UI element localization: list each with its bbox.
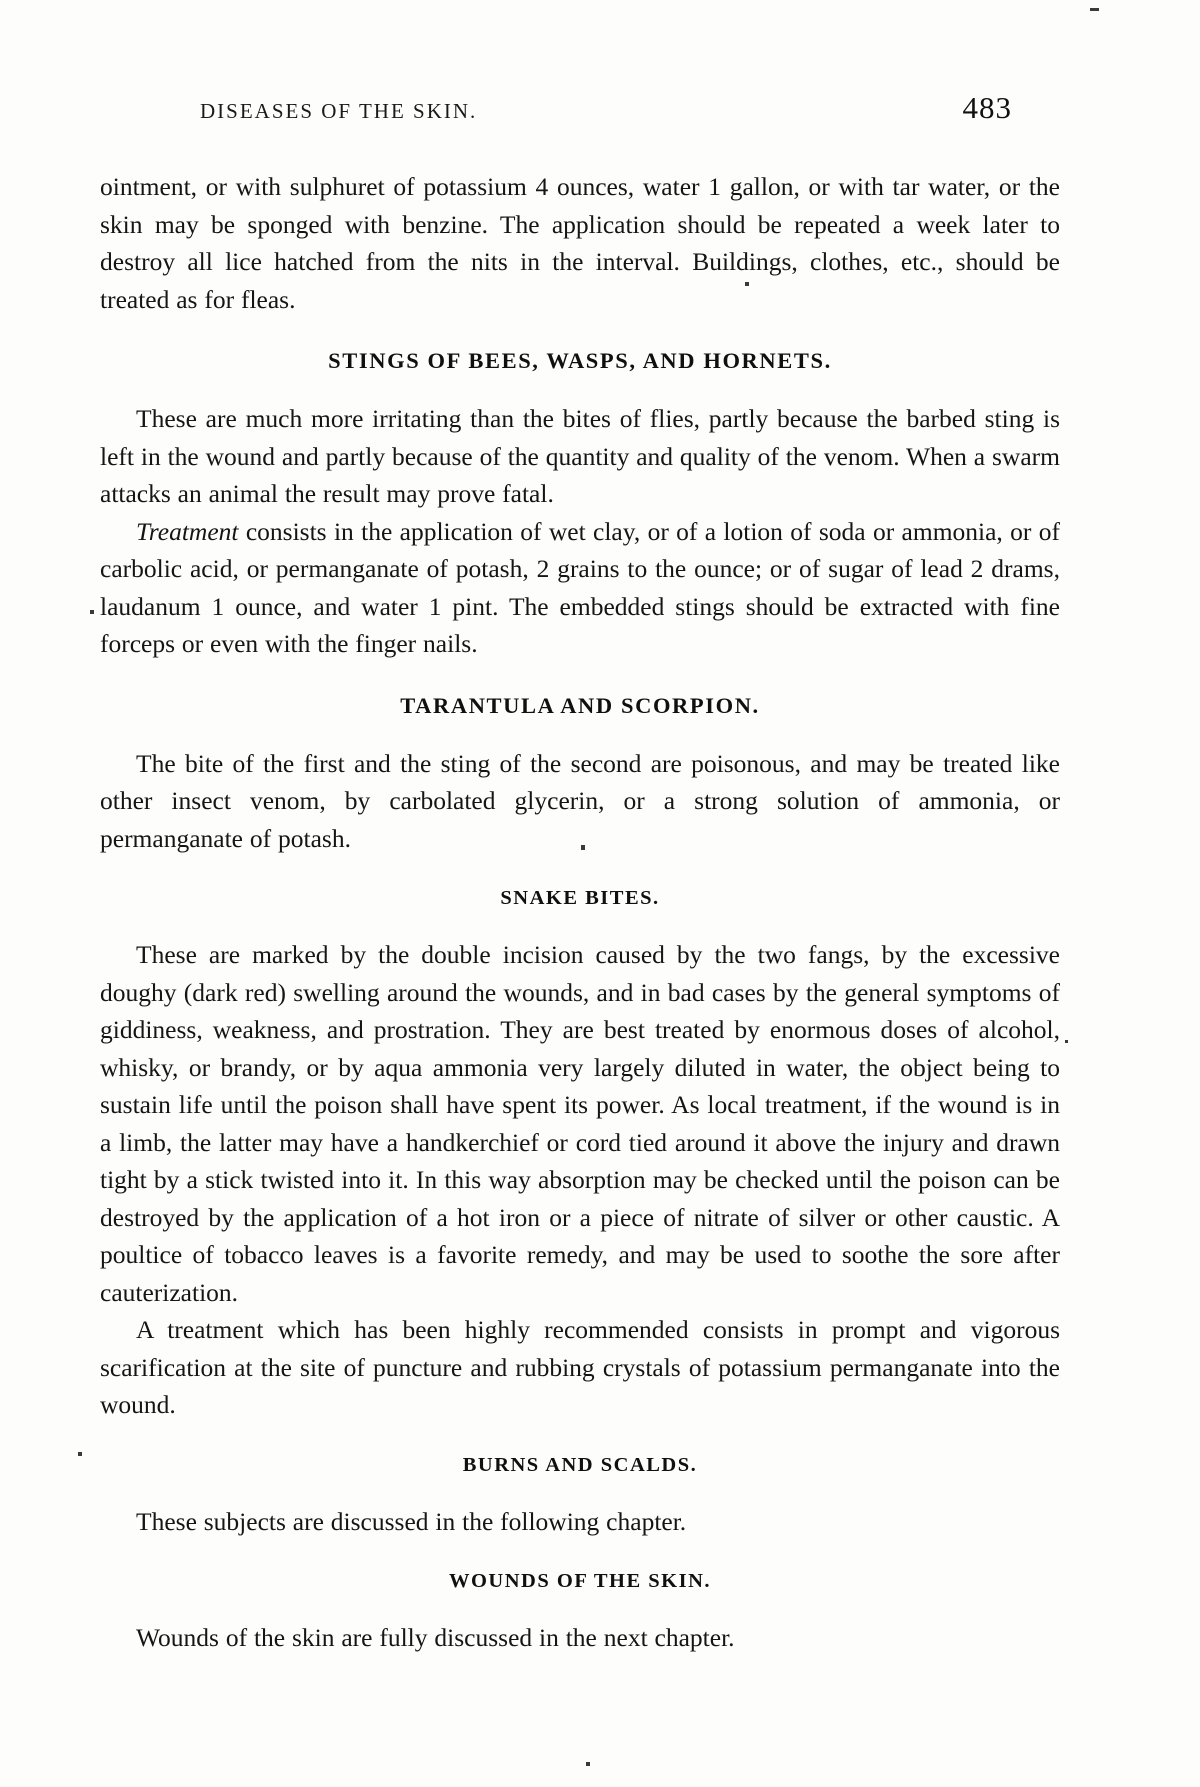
page-content [100, 90, 1060, 1657]
section-heading-stings: STINGS OF BEES, WASPS, AND HORNETS. [328, 348, 832, 373]
page-speck-mark [90, 610, 94, 614]
paragraph: These are marked by the double incision caused by the two fangs, by the excessive doughy (dark red) swelling around the wounds, and in bad cases by the general symptoms of giddiness, weakness, and prostration. They are best treated by enormous doses of alcohol, whisky, or brandy, or by aqua ammonia very largely diluted in water, the object being to sustain life until the poison shall have spent its power. As local treatment, if the wound is in a limb, the latter may have a handkerchief or cord tied around it above the injury and drawn tight by a stick twisted into it. In this way absorption may be checked until the poison can be destroyed by the application of a hot iron or a piece of nitrate of silver or other caustic. A poultice of tobacco leaves is a favorite remedy, and may be used to soothe the sore after cauterization. [100, 940, 1060, 1307]
paragraph-treatment: Treatment consists in the application of wet clay, or of a lotion of soda or ammonia, or of carbolic acid, or permanganate of potash, 2 grains to the ounce; or of sugar of lead 2 drams, laudanum 1 ounce, and water 1 pint. The embedded stings should be extracted with fine forceps or even with the finger nails. [100, 516, 1060, 658]
paragraph: Wounds of the skin are fully discussed in the next chapter. [136, 1623, 735, 1652]
page-speck-mark [1090, 8, 1099, 11]
page-speck-mark [78, 1452, 82, 1456]
running-head-title: DISEASES OF THE SKIN. [200, 99, 478, 123]
page-number: 483 [962, 90, 1012, 125]
paragraph: A treatment which has been highly recommended consists in prompt and vigorous scarification at the site of puncture and rubbing crystals of potassium permanganate into the wound. [100, 1315, 1060, 1419]
page-speck-mark [1065, 1040, 1068, 1043]
italic-term: Treatment [136, 516, 239, 546]
paragraph: These subjects are discussed in the following chapter. [136, 1506, 687, 1536]
paragraph: These are much more irritating than the bites of flies, partly because the barbed sting is left in the wound and partly because of the quantity and quality of the venom. When a swarm attacks an animal the result may prove fatal. [100, 404, 1060, 508]
paragraph: The bite of the first and the sting of the second are poisonous, and may be treated like other insect venom, by carbolated glycerin, or a strong solution of ammonia, or permanganate of potash. [100, 748, 1060, 853]
section-heading-snake-bites: SNAKE BITES. [500, 887, 660, 909]
section-heading-tarantula: TARANTULA AND SCORPION. [400, 692, 760, 718]
paragraph-continued: ointment, or with sulphuret of potassium 4 ounces, water 1 gallon, or with tar water, or the skin may be sponged with benzine. The application should be repeated a week later to destroy all lice hatched from the nits in the interval. Buildings, clothes, etc., should be treated as for fleas. [100, 172, 1060, 314]
section-heading-wounds-of-the-skin: WOUNDS OF THE SKIN. [448, 1570, 712, 1592]
section-heading-burns-and-scalds: BURNS AND SCALDS. [462, 1453, 698, 1476]
page-speck-mark [586, 1762, 590, 1766]
running-head [100, 90, 1020, 126]
